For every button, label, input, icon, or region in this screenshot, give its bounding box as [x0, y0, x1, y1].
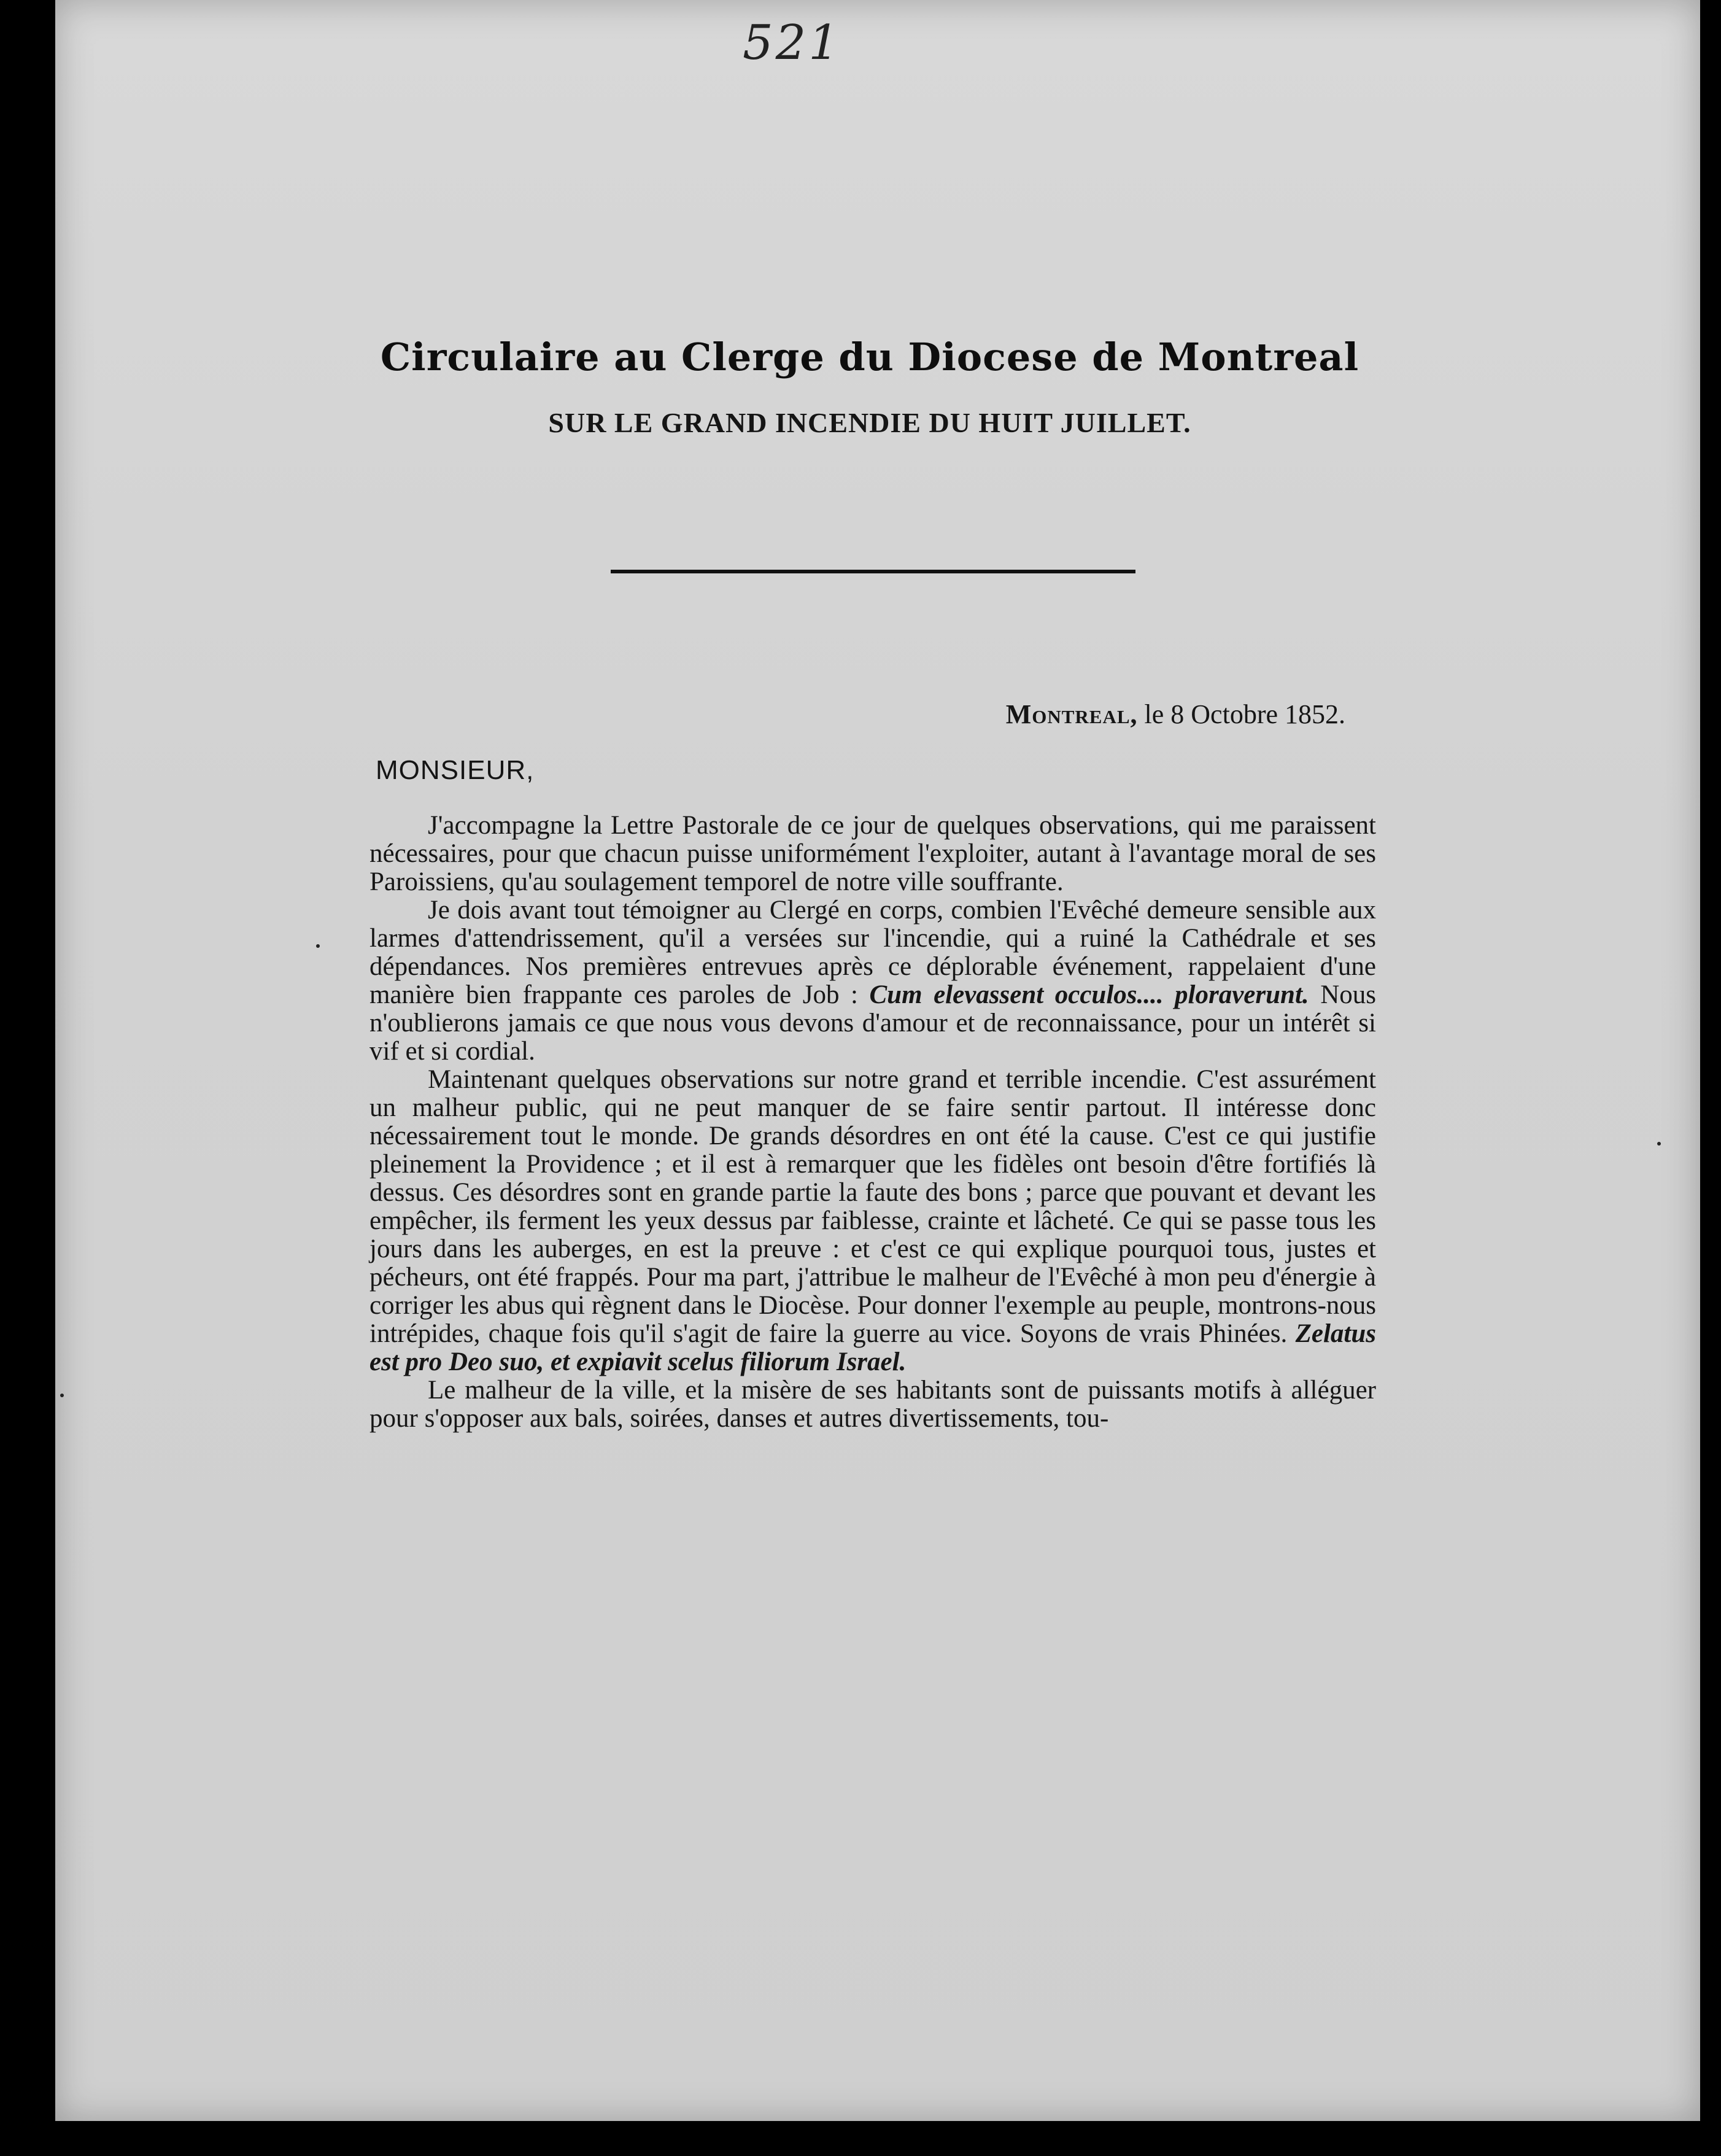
paragraph-4: Le malheur de la ville, et la misère de ses habitants sont de puissants motifs à alléguer pour s'opposer aux bals, soirées, danses et autres divertissements, tou-	[369, 1376, 1376, 1433]
document-title: Circulaire au Clerge du Diocese de Montreal	[380, 335, 1359, 379]
paragraph-2-text-b: Nous n'oublierons jamais ce que nous vous devons d'amour et de reconnaissance, pour un intérêt si vif et si cordial.	[369, 980, 1376, 1066]
handwritten-page-number: 521	[743, 15, 841, 71]
dateline-date: le 8 Octobre 1852.	[1137, 699, 1345, 729]
document-subtitle: SUR LE GRAND INCENDIE DU HUIT JUILLET.	[548, 407, 1191, 438]
dateline-city: Montreal,	[1005, 699, 1138, 729]
latin-quote-phinees: Zelatus est pro Deo suo, et expiavit scelus filiorum Israel.	[369, 1319, 1376, 1376]
letter-body	[369, 812, 1376, 1433]
paragraph-1: J'accompagne la Lettre Pastorale de ce jour de quelques observations, qui me paraissent nécessaires, pour que chacun puisse uniformément l'exploiter, autant à l'avantage moral de ses Paroissiens, qu'au soulagement temporel de notre ville souffrante.	[369, 811, 1376, 896]
paragraph-2	[369, 896, 1376, 1066]
scan-speck	[60, 1394, 64, 1397]
title-divider	[611, 570, 1135, 573]
paragraph-3	[369, 1066, 1376, 1376]
scan-speck	[316, 944, 320, 948]
latin-quote-job: Cum elevassent occulos.... ploraverunt.	[869, 980, 1309, 1009]
salutation: MONSIEUR,	[376, 755, 535, 785]
scan-speck	[1657, 1142, 1661, 1146]
dateline	[1006, 699, 1345, 730]
paragraph-2-text-a: Je dois avant tout témoigner au Clergé en corps, combien l'Evêché demeure sensible aux larmes d'attendrissement, qu'il a versées sur l'incendie, qui a ruiné la Cathédrale et ses dépendances. Nos premières entrevues après ce déplorable événement, rappelaient d'une manière bien frappante ces paroles de Job :	[369, 896, 1376, 1009]
paragraph-3-text: Maintenant quelques observations sur notre grand et terrible incendie. C'est assurément un malheur public, qui ne peut manquer de se faire sentir partout. Il intéresse donc nécessairement tout le monde. De grands désordres en ont été la cause. C'est ce qui justifie pleinement la Providence ; et il est à remarquer que les fidèles ont besoin d'être fortifiés là dessus. Ces désordres sont en grande partie la faute des bons ; parce que pouvant et devant les empêcher, ils ferment les yeux dessus par faiblesse, crainte et lâcheté. Ce qui se passe tous les jours dans les auberges, en est la preuve : et c'est ce qui explique pourquoi tous, justes et pécheurs, ont été frappés. Pour ma part, j'attribue le malheur de l'Evêché à mon peu d'énergie à corriger les abus qui règnent dans le Diocèse. Pour donner l'exemple au peuple, montrons-nous intrépides, chaque fois qu'il s'agit de faire la guerre au vice. Soyons de vrais Phinées.	[369, 1065, 1376, 1348]
